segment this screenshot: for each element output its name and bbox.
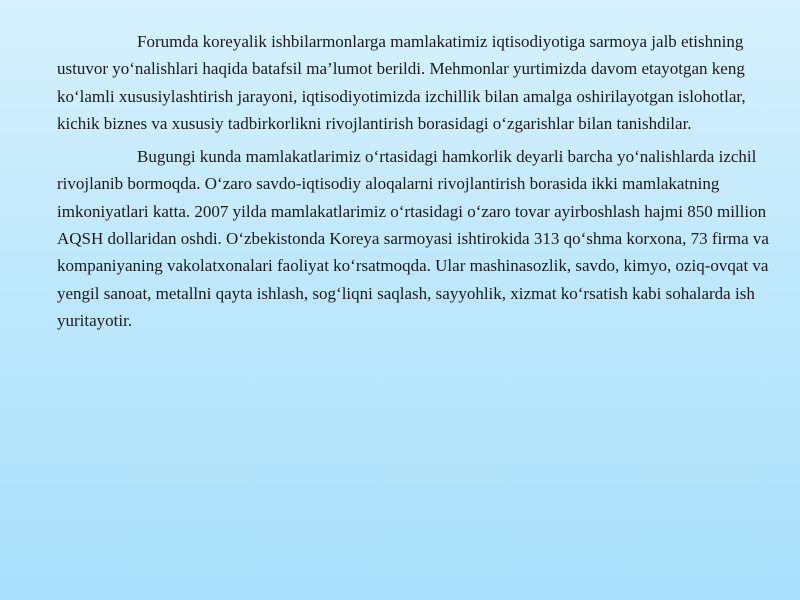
paragraph-cooperation: Bugungi kunda mamlakatlarimiz o‘rtasidagi hamkorlik deyarli barcha yo‘nalishlarda izchil rivojlanib bormoqda. O‘zaro savdo-iqtisodiy aloqalarni rivojlantirish borasida ikki mamlakatning imkoniyatlari katta. 2007 yilda mamlakatlarimiz o‘rtasidagi o‘zaro tovar ayirboshlash hajmi 850 million AQSH dollaridan oshdi. O‘zbekistonda Koreya sarmoyasi ishtirokida 313 qo‘shma korxona, 73 firma va kompaniyaning vakolatxonalari faoliyat ko‘rsatmoqda. Ular mashinasozlik, savdo, kimyo, oziq-ovqat va yengil sanoat, metallni qayta ishlash, sog‘liqni saqlash, sayyohlik, xizmat ko‘rsatish kabi sohalarda ish yuritayotir.	[57, 147, 769, 330]
paragraph-forum: Forumda koreyalik ishbilarmonlarga mamlakatimiz iqtisodiyotiga sarmoya jalb etishning ustuvor yo‘nalishlari haqida batafsil ma’lumot berildi. Mehmonlar yurtimizda davom etayotgan keng ko‘lamli xususiylashtirish jarayoni, iqtisodiyotimizda izchillik bilan amalga oshirilayotgan islohotlar, kichik biznes va xususiy tadbirkorlikni rivojlantirish borasidagi o‘zgarishlar bilan tanishdilar.	[57, 32, 746, 133]
